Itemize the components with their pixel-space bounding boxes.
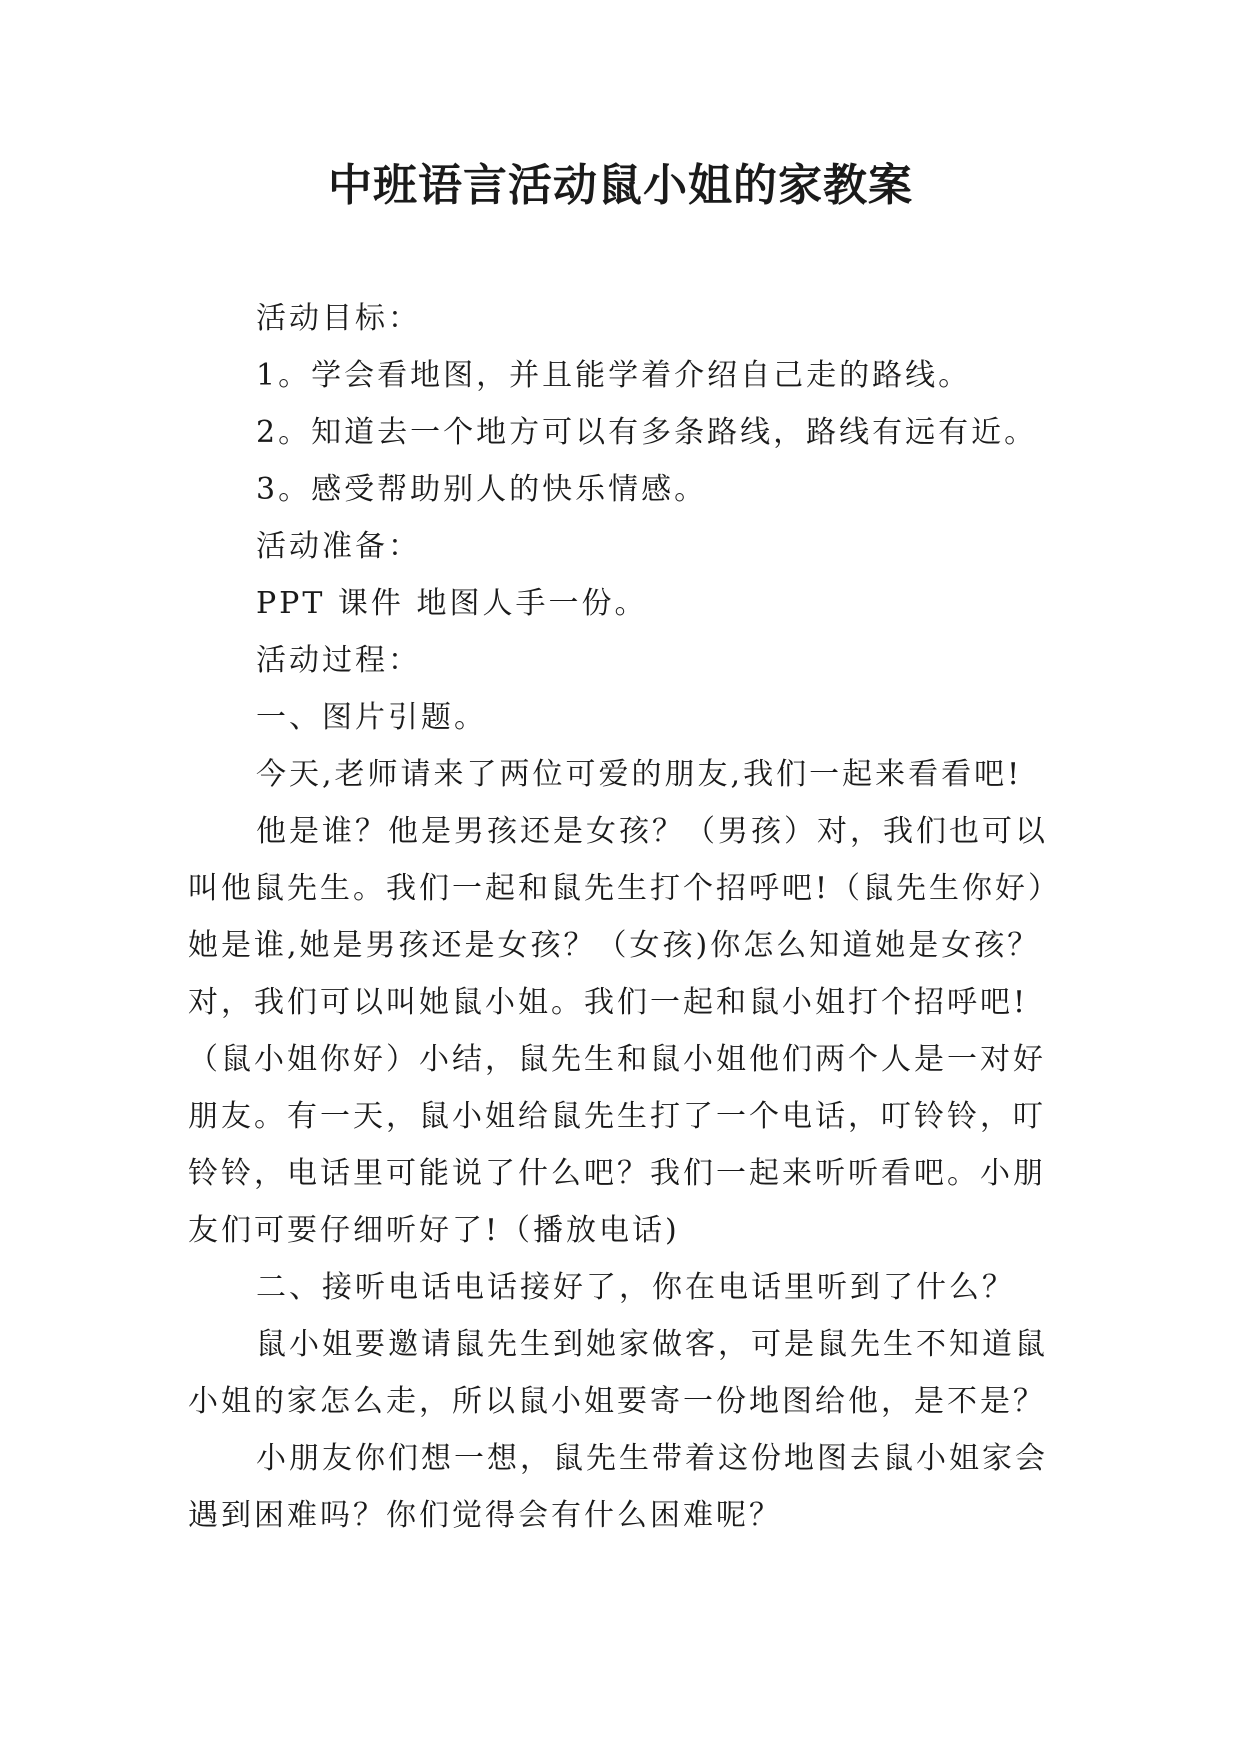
goal-item-2: 2。知道去一个地方可以有多条路线，路线有远有近。 <box>256 415 1038 450</box>
paragraph-line: 鼠小姐要邀请鼠先生到她家做客，可是鼠先生不知道鼠 <box>256 1327 1048 1362</box>
paragraph-line: 小朋友你们想一想，鼠先生带着这份地图去鼠小姐家会 <box>256 1441 1048 1476</box>
goal-item-3: 3。感受帮助别人的快乐情感。 <box>256 472 708 507</box>
paragraph-line: 铃铃，电话里可能说了什么吧？我们一起来听听看吧。小朋 <box>188 1156 1046 1191</box>
process-step-heading-1: 一、图片引题。 <box>256 700 487 735</box>
paragraph-line: 她是谁,她是男孩还是女孩？（女孩)你怎么知道她是女孩？ <box>188 928 1041 963</box>
section-heading-preparation: 活动准备： <box>256 529 421 564</box>
paragraph-line: 友们可要仔细听好了!（播放电话) <box>188 1213 680 1248</box>
document-title: 中班语言活动鼠小姐的家教案 <box>328 160 913 211</box>
section-heading-process: 活动过程： <box>256 643 421 678</box>
paragraph-line: 他是谁？他是男孩还是女孩？（男孩）对，我们也可以 <box>256 814 1048 849</box>
process-step-heading-2: 二、接听电话电话接好了，你在电话里听到了什么？ <box>256 1270 1015 1305</box>
paragraph-line: 今天,老师请来了两位可爱的朋友,我们一起来看看吧! <box>256 757 1023 792</box>
paragraph-line: 叫他鼠先生。我们一起和鼠先生打个招呼吧!（鼠先生你好） <box>188 871 1062 906</box>
paragraph-line: （鼠小姐你好）小结，鼠先生和鼠小姐他们两个人是一对好 <box>188 1042 1046 1077</box>
paragraph-line: 小姐的家怎么走，所以鼠小姐要寄一份地图给他，是不是？ <box>188 1384 1046 1419</box>
paragraph-line: 遇到困难吗？你们觉得会有什么困难呢？ <box>188 1498 782 1533</box>
paragraph-line: 朋友。有一天，鼠小姐给鼠先生打了一个电话，叮铃铃，叮 <box>188 1099 1046 1134</box>
section-heading-goals: 活动目标： <box>256 301 421 336</box>
preparation-text: PPT 课件 地图人手一份。 <box>256 586 648 621</box>
paragraph-line: 对，我们可以叫她鼠小姐。我们一起和鼠小姐打个招呼吧! <box>188 985 1029 1020</box>
goal-item-1: 1。学会看地图，并且能学着介绍自己走的路线。 <box>256 358 972 393</box>
